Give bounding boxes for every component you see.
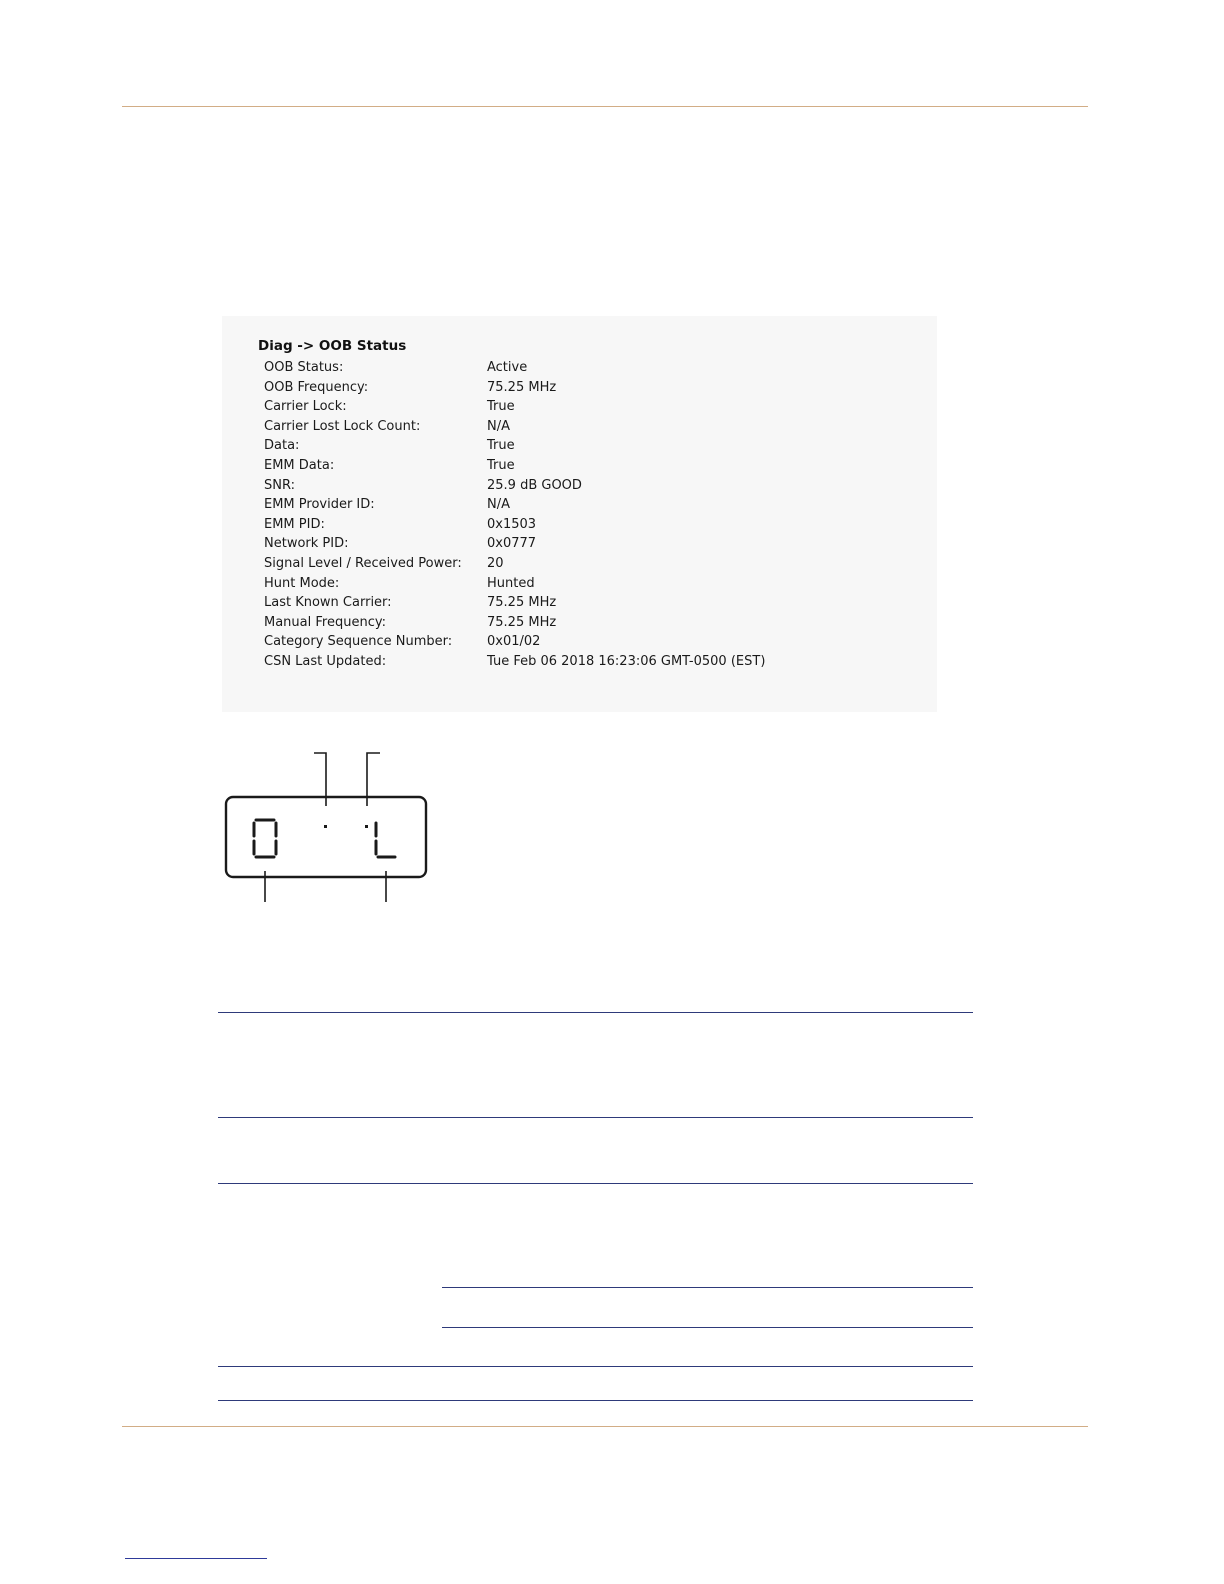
status-value: 25.9 dB GOOD — [487, 477, 582, 493]
table-rule — [442, 1327, 973, 1328]
status-value: True — [487, 438, 515, 454]
status-label: Category Sequence Number: — [264, 634, 453, 650]
footnote-link-underline — [125, 1558, 267, 1559]
status-label: Hunt Mode: — [264, 575, 340, 591]
status-label: OOB Status: — [264, 360, 344, 375]
status-label: Carrier Lock: — [264, 399, 347, 415]
table-rule — [218, 1366, 973, 1367]
status-row — [264, 397, 904, 417]
front-panel-lcd-diagram — [200, 740, 460, 910]
lcd-frame — [226, 797, 426, 877]
status-value: True — [487, 399, 515, 415]
screen-title: Diag -> OOB Status — [258, 338, 407, 354]
status-value: N/A — [487, 497, 510, 513]
table-rule — [442, 1287, 973, 1288]
status-value: Tue Feb 06 2018 16:23:06 GMT-0500 (EST) — [487, 653, 766, 669]
status-label: Manual Frequency: — [264, 614, 386, 630]
status-value: 0x0777 — [487, 536, 537, 552]
table-rule — [218, 1012, 973, 1013]
status-row — [264, 476, 904, 496]
status-value: N/A — [487, 418, 510, 434]
status-label: Signal Level / Received Power: — [264, 555, 462, 571]
status-value: 75.25 MHz — [487, 614, 557, 630]
status-row — [264, 554, 904, 574]
status-row — [264, 632, 904, 652]
status-value: 0x1503 — [487, 516, 537, 532]
status-row — [264, 456, 904, 476]
status-row — [264, 436, 904, 456]
status-value: Hunted — [487, 575, 535, 591]
status-label: Carrier Lost Lock Count: — [264, 418, 421, 434]
status-row — [264, 358, 904, 378]
lcd-dot-right — [365, 825, 368, 828]
status-list — [264, 358, 904, 672]
status-label: CSN Last Updated: — [264, 653, 387, 669]
status-label: EMM Provider ID: — [264, 497, 375, 513]
status-label: Network PID: — [264, 536, 349, 552]
status-label: EMM PID: — [264, 516, 325, 532]
table-rule — [218, 1183, 973, 1184]
status-label: Data: — [264, 438, 300, 454]
table-rule — [218, 1117, 973, 1118]
status-label: EMM Data: — [264, 457, 335, 473]
status-row — [264, 534, 904, 554]
header-rule — [122, 106, 1088, 107]
status-row — [264, 593, 904, 613]
status-value: Active — [487, 360, 528, 375]
status-value: 75.25 MHz — [487, 379, 557, 395]
table-rule — [218, 1400, 973, 1401]
status-value: 20 — [487, 555, 504, 571]
status-row — [264, 574, 904, 594]
lcd-dot-left — [324, 825, 327, 828]
oob-status-screen — [222, 316, 937, 712]
status-label: Last Known Carrier: — [264, 595, 392, 611]
status-row — [264, 417, 904, 437]
status-row — [264, 515, 904, 535]
status-row — [264, 378, 904, 398]
status-row — [264, 613, 904, 633]
status-row — [264, 495, 904, 515]
status-value: True — [487, 457, 515, 473]
status-value: 0x01/02 — [487, 634, 541, 650]
status-value: 75.25 MHz — [487, 595, 557, 611]
status-row — [264, 652, 904, 672]
footer-rule — [122, 1426, 1088, 1427]
status-label: OOB Frequency: — [264, 379, 369, 395]
status-label: SNR: — [264, 477, 295, 493]
